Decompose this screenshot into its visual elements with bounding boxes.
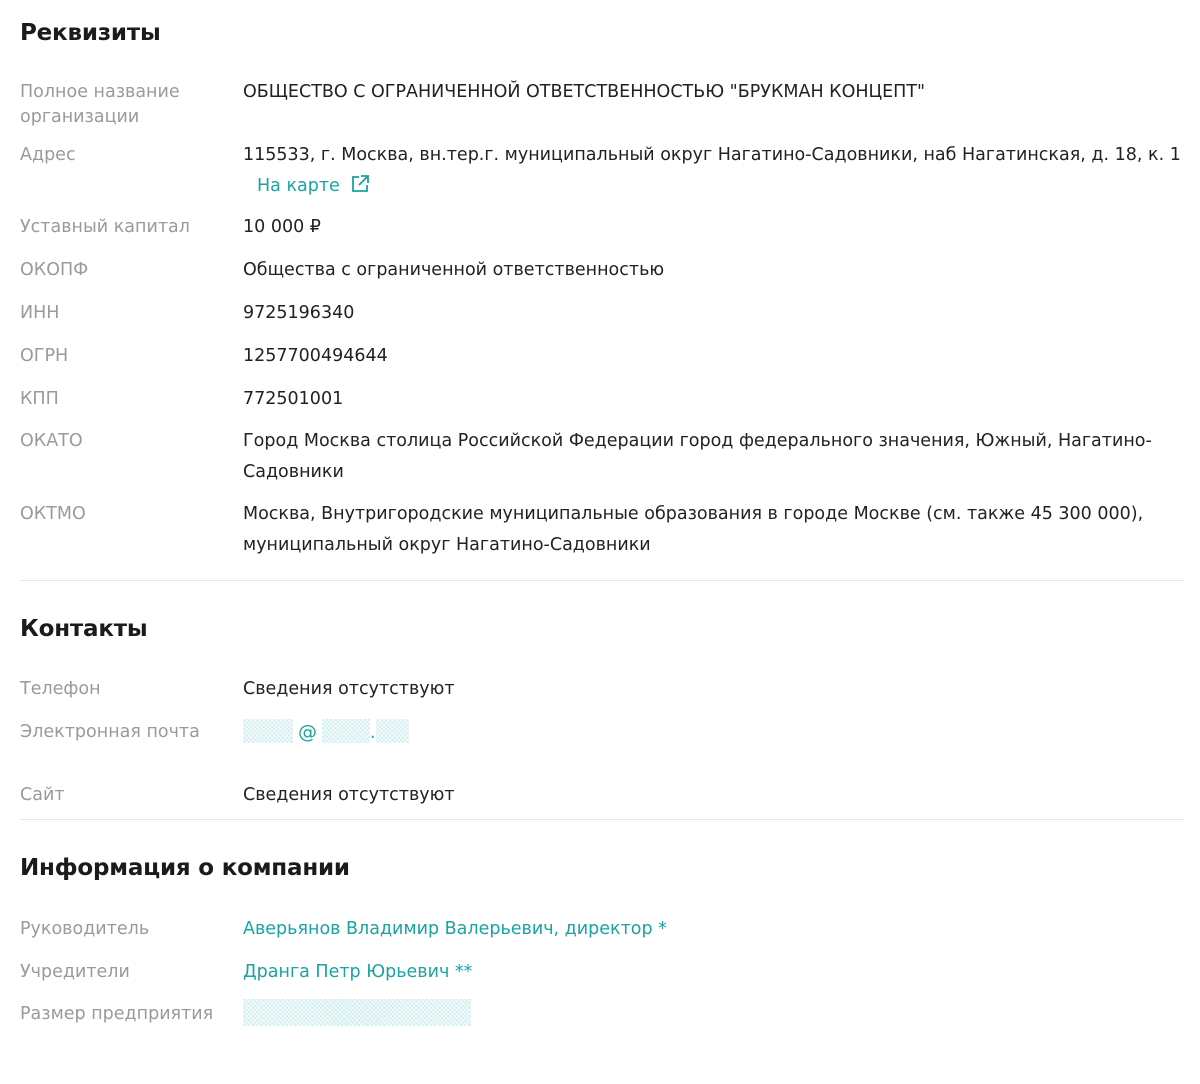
ogrn-value: 1257700494644 bbox=[243, 346, 388, 366]
requisites-rows bbox=[20, 80, 1185, 580]
address-label: Адрес bbox=[20, 145, 76, 165]
phone-value: Сведения отсутствуют bbox=[243, 679, 455, 699]
full-name-label: Полное название организации bbox=[20, 82, 180, 127]
row-site bbox=[20, 783, 1185, 817]
site-label: Сайт bbox=[20, 785, 65, 805]
size-value[interactable] bbox=[243, 999, 1185, 1062]
address-value bbox=[243, 140, 1185, 215]
size-hidden-value[interactable] bbox=[243, 999, 471, 1026]
okato-label: ОКАТО bbox=[20, 431, 83, 451]
founders-value bbox=[243, 957, 1185, 1002]
kpp-label: КПП bbox=[20, 389, 59, 409]
oktmo-label: ОКТМО bbox=[20, 504, 86, 524]
row-capital bbox=[20, 215, 1185, 258]
map-link-label: На карте bbox=[257, 176, 340, 196]
founders-label: Учредители bbox=[20, 962, 130, 982]
row-inn bbox=[20, 301, 1185, 344]
row-kpp bbox=[20, 387, 1185, 429]
email-dot: . bbox=[370, 723, 376, 743]
email-at-sign: @ bbox=[298, 721, 317, 743]
row-oktmo bbox=[20, 502, 1185, 580]
row-email bbox=[20, 720, 1185, 783]
oktmo-value: Москва, Внутригородские муниципальные образования в городе Москве (см. также 45 300 000), муниципальный округ Нагатино-Садовники bbox=[243, 504, 1144, 555]
contacts-section bbox=[20, 581, 1185, 817]
inn-value: 9725196340 bbox=[243, 303, 355, 323]
okato-value: Город Москва столица Российской Федерации город федерального значения, Южный, Нагатино-Садовники bbox=[243, 431, 1152, 482]
phone-label: Телефон bbox=[20, 679, 101, 699]
row-full-name bbox=[20, 80, 1185, 143]
row-ogrn bbox=[20, 344, 1185, 387]
row-founders bbox=[20, 960, 1185, 1002]
email-label: Электронная почта bbox=[20, 722, 200, 742]
row-phone bbox=[20, 677, 1185, 720]
requisites-heading: Реквизиты bbox=[20, 20, 161, 46]
okopf-value: Общества с ограниченной ответственностью bbox=[243, 260, 665, 280]
ogrn-label: ОГРН bbox=[20, 346, 69, 366]
capital-label: Уставный капитал bbox=[20, 217, 190, 237]
email-hidden-user[interactable] bbox=[243, 719, 293, 743]
row-size bbox=[20, 1002, 1185, 1062]
kpp-value: 772501001 bbox=[243, 389, 344, 409]
row-director bbox=[20, 917, 1185, 960]
capital-value: 10 000 ₽ bbox=[243, 217, 321, 237]
external-link-icon bbox=[350, 174, 370, 194]
email-hidden-domain[interactable] bbox=[322, 719, 370, 743]
contacts-heading: Контакты bbox=[20, 616, 148, 642]
director-label: Руководитель bbox=[20, 919, 150, 939]
contacts-rows bbox=[20, 677, 1185, 817]
requisites-section bbox=[20, 0, 1185, 580]
site-value: Сведения отсутствуют bbox=[243, 785, 455, 805]
director-link[interactable]: Аверьянов Владимир Валерьевич, директор * bbox=[243, 919, 667, 939]
address-text: 115533, г. Москва, вн.тер.г. муниципальный округ Нагатино-Садовники, наб Нагатинская, д. 18, к. 1 bbox=[243, 145, 1181, 165]
row-okato bbox=[20, 429, 1185, 502]
row-okopf bbox=[20, 258, 1185, 301]
company-info-section bbox=[20, 820, 1185, 1062]
okopf-label: ОКОПФ bbox=[20, 260, 89, 280]
row-address bbox=[20, 143, 1185, 215]
email-value[interactable] bbox=[243, 717, 1185, 783]
map-link[interactable] bbox=[257, 176, 370, 196]
email-hidden-zone[interactable] bbox=[376, 719, 409, 743]
full-name-value: ОБЩЕСТВО С ОГРАНИЧЕННОЙ ОТВЕТСТВЕННОСТЬЮ "БРУКМАН КОНЦЕПТ" bbox=[243, 82, 926, 102]
director-value bbox=[243, 914, 1185, 960]
company-info-rows bbox=[20, 917, 1185, 1062]
company-info-heading: Информация о компании bbox=[20, 855, 350, 881]
founder-link[interactable]: Дранга Петр Юрьевич ** bbox=[243, 962, 473, 982]
size-label: Размер предприятия bbox=[20, 1004, 214, 1024]
inn-label: ИНН bbox=[20, 303, 60, 323]
